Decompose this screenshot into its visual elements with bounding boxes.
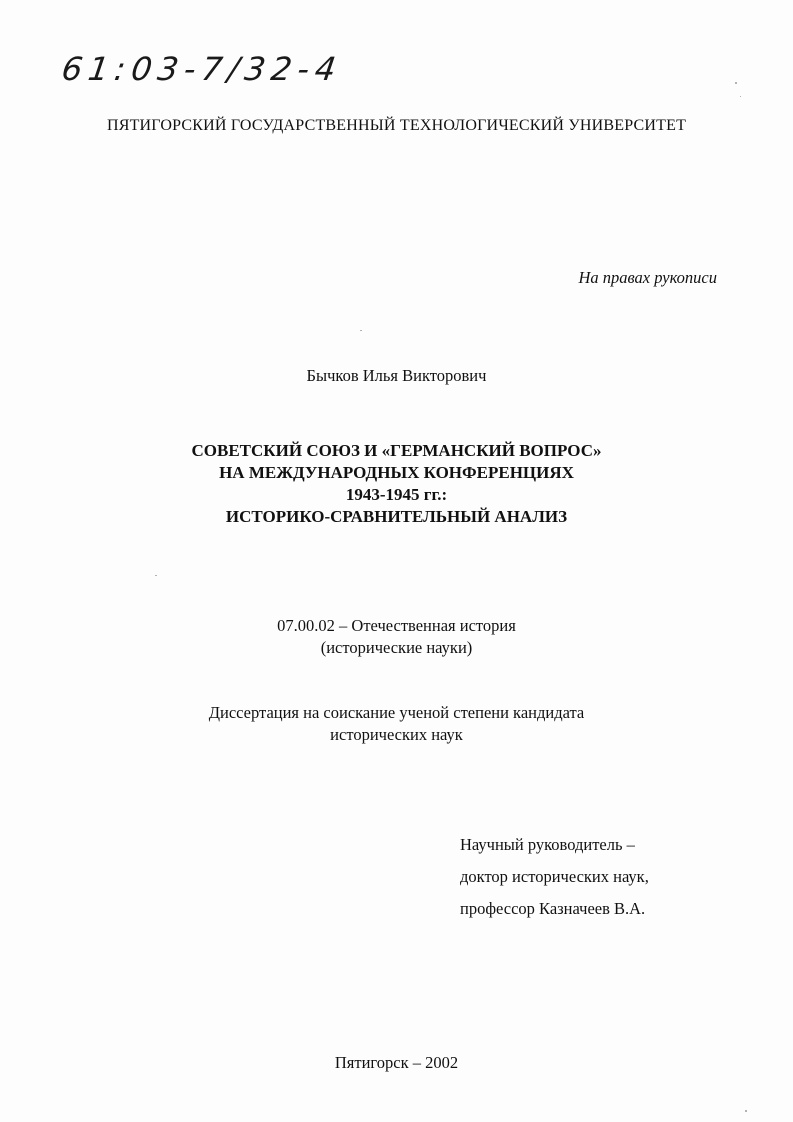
degree-statement xyxy=(0,702,793,746)
manuscript-note: На правах рукописи xyxy=(578,268,717,287)
university-name: ПЯТИГОРСКИЙ ГОСУДАРСТВЕННЫЙ ТЕХНОЛОГИЧЕСКИЙ УНИВЕРСИТЕТ xyxy=(106,117,687,134)
scan-speck xyxy=(735,82,737,84)
scan-speck xyxy=(740,96,741,97)
supervisor-role: Научный руководитель – xyxy=(460,835,635,854)
dissertation-title xyxy=(0,440,793,528)
degree-line: исторических наук xyxy=(330,725,463,744)
handwritten-archive-code: 61:03-7/32-4 xyxy=(59,50,345,88)
specialty-code: 07.00.02 – Отечественная история xyxy=(277,616,516,635)
title-line: 1943-1945 гг.: xyxy=(345,485,448,504)
title-line: ИСТОРИКО-СРАВНИТЕЛЬНЫЙ АНАЛИЗ xyxy=(225,507,568,526)
scan-speck xyxy=(155,575,157,576)
scan-speck xyxy=(745,1110,747,1112)
supervisor-degree: доктор исторических наук, xyxy=(460,867,649,886)
degree-line: Диссертация на соискание ученой степени кандидата xyxy=(208,703,585,722)
author-name: Бычков Илья Викторович xyxy=(306,366,487,385)
supervisor-block xyxy=(460,829,649,925)
city-year: Пятигорск – 2002 xyxy=(334,1053,459,1072)
specialty-block xyxy=(0,615,793,659)
scan-speck xyxy=(360,330,362,331)
supervisor-name: профессор Казначеев В.А. xyxy=(460,899,646,918)
title-line: НА МЕЖДУНАРОДНЫХ КОНФЕРЕНЦИЯХ xyxy=(219,463,574,482)
title-line: СОВЕТСКИЙ СОЮЗ И «ГЕРМАНСКИЙ ВОПРОС» xyxy=(191,441,602,460)
specialty-field: (исторические науки) xyxy=(320,638,473,657)
